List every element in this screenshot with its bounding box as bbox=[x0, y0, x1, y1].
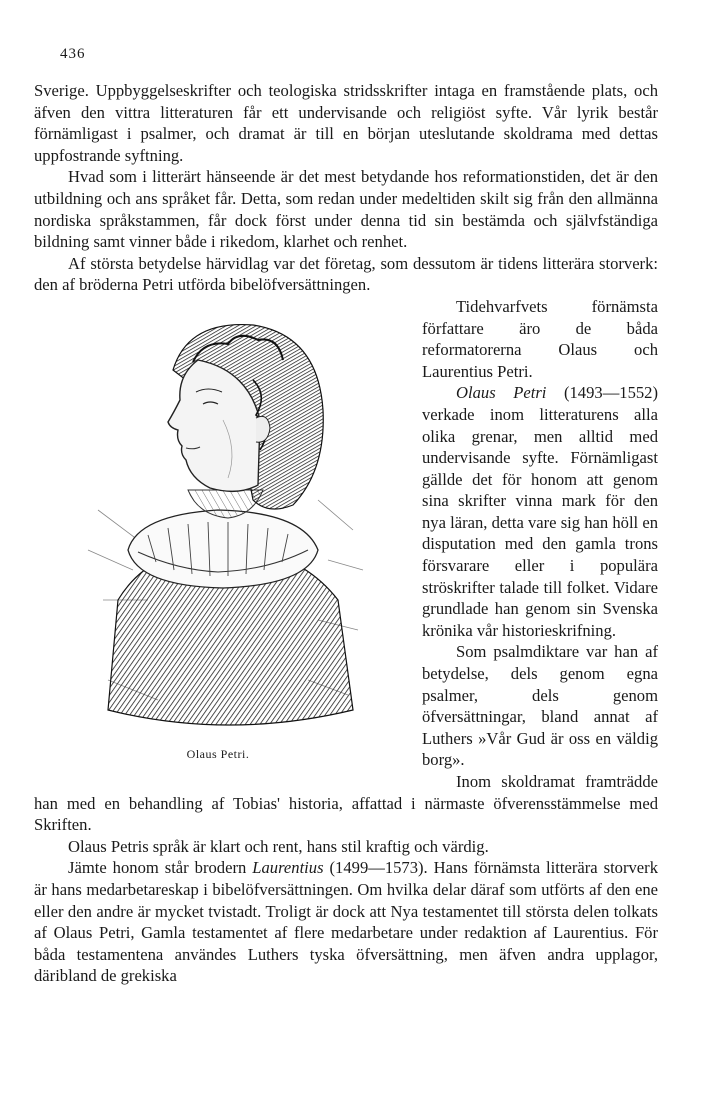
name-laurentius: Laurentius bbox=[252, 858, 324, 878]
figure-caption: Olaus Petri. bbox=[186, 746, 250, 761]
paragraph-7: Inom skoldramat framträdde han med en behandling af Tobias' historia, affattad i närmaste öfverensstämmelse med Skriften. bbox=[34, 772, 658, 835]
paragraph-9-text: (1499—1573). Hans förnämsta litterära storverk är hans medarbetareskap i bibelöfversättningen. Om hvilka delar däraf som utförts af den ene eller den andre är mycket tvistadt. Troligt är dock att Nya testamentet till största delen tolkats af Olaus Petri, Gamla testamentet af flere medarbetare under redaktion af Laurentius. För båda testamentena användes Luthers tyska öfversättning, men äfven andra upplagor, däribland de grekiska bbox=[34, 858, 658, 986]
page-number: 436 bbox=[60, 46, 86, 62]
paragraph-4: Tidehvarfvets förnämsta författare äro de båda reformatorerna Olaus och Laurentius Petri. bbox=[422, 296, 658, 381]
paragraph-6: Som psalmdiktare var han af betydelse, dels genom egna psalmer, dels genom öfversättningar, bland annat af Luthers »Vår Gud är oss en väldig borg». bbox=[422, 642, 658, 770]
paragraph-5-text: (1493—1552) verkade inom litteraturens alla olika grenar, men alltid med undervisande syfte. Förnämligast gällde det för honom att genom sina skrifter vinna mark för den nya läran, detta vare sig han höll en disputation med den gamla trons försvarare eller i populära ströskrifter talade till folket. Vidare grundlade han genom sin Svenska krönika vår historieskrifning. bbox=[422, 383, 658, 640]
paragraph-8: Olaus Petris språk är klart och rent, hans stil kraftig och värdig. bbox=[68, 836, 489, 856]
portrait-figure bbox=[78, 300, 408, 770]
paragraph-9 bbox=[34, 857, 658, 987]
name-olaus: Olaus Petri bbox=[456, 383, 547, 403]
paragraph-3: Af största betydelse härvidlag var det företag, som dessutom är tidens litterära storverk: den af bröderna Petri utförda bibelöfversättningen. bbox=[34, 253, 658, 295]
paragraph-3-lead bbox=[34, 253, 658, 296]
paragraph-9-lead: Jämte honom står brodern bbox=[68, 858, 253, 878]
paragraph-2: Hvad som i litterärt hänseende är det mest betydande hos reformationstiden, det är den utbildning och ans språket får. Detta, som redan under medeltiden skilt sig från den allmänna nordiska språkstammen, får dock först under denna tid sin bestämda och självfständiga bildning samt vinner både i rikedom, klarhet och renhet. bbox=[34, 167, 658, 252]
body-text bbox=[34, 80, 658, 987]
paragraph-1: Sverige. Uppbyggelseskrifter och teologiska stridsskrifter intaga en framstående plats, och äfven den vittra litteraturen får ett undervisande och religiöst syfte. Vår lyrik består förnämligast i psalmer, och dramat är till en början uteslutande skoldrama med dettas uppfostrande syftning. bbox=[34, 81, 658, 165]
portrait-engraving bbox=[78, 300, 368, 738]
